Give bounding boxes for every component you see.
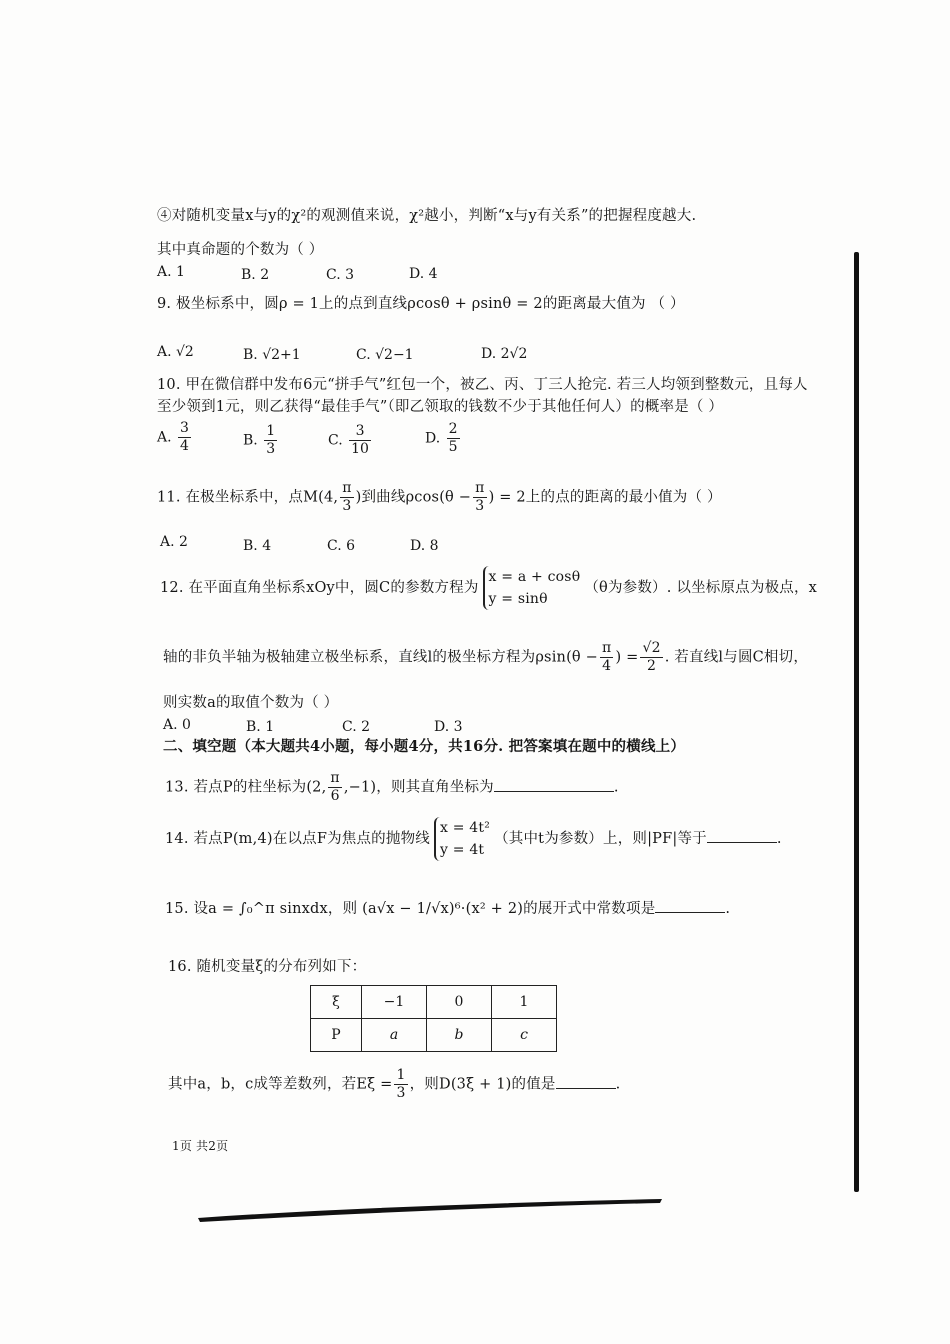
q9-option-a: A. √2 (157, 344, 194, 360)
distribution-table (310, 985, 557, 1052)
question-16-condition: 其中a，b，c成等差数列，若Eξ = $\frac{1}{3}$ ，则D(3ξ + 1)的值是 . (168, 1067, 621, 1101)
table-cell: b (427, 1019, 492, 1052)
question-11: 11. 在极坐标系中，点M(4, $\frac{\pi}{3}$ )到曲线ρcos(θ − $\frac{\pi}{3}$ ) = 2上的点的距离的最小值为（ ） (157, 480, 722, 514)
table-cell: 0 (427, 986, 492, 1019)
statement-4: ④对随机变量x与y的χ²的观测值来说，χ²越小，判断“x与y有关系”的把握程度越大. (157, 208, 697, 224)
q8-option-a: A. 1 (157, 264, 185, 280)
question-15: 15. 设a = ∫₀^π sinxdx，则 (a√x − 1/√x)⁶·(x² + 2)的展开式中常数项是 . (165, 898, 730, 919)
question-16: 16. 随机变量ξ的分布列如下： (168, 959, 367, 975)
q10-option-a: A. $\frac{3}{4}$ (157, 420, 189, 454)
table-cell: ξ (311, 986, 362, 1019)
question-12-line2: 轴的非负半轴为极轴建立极坐标系，直线l的极坐标方程为ρsin(θ − $\frac{\pi}{4}$ ) = $\frac{√2}{2}$ . 若直线l与圆C相切， (163, 640, 809, 674)
q12-option-c: C. 2 (342, 719, 371, 735)
q8-option-d: D. 4 (409, 266, 438, 282)
q11-option-d: D. 8 (410, 538, 439, 554)
q12-option-d: D. 3 (434, 719, 463, 735)
q10-option-c: C. $\frac{3}{10}$ (328, 423, 369, 457)
page-footer: 1页 共2页 (172, 1139, 229, 1153)
table-cell: a (362, 1019, 427, 1052)
question-14: 14. 若点P(m,4)在以点F为焦点的抛物线 x = 4t² y = 4t （其中t为参数）上，则|PF|等于 . (165, 817, 782, 861)
scan-edge-line (854, 252, 859, 1192)
table-row (311, 986, 557, 1019)
answer-blank[interactable] (655, 898, 725, 913)
scan-shadow-stroke (190, 1194, 670, 1224)
question-10-line2: 至少领到1元，则乙获得“最佳手气”（即乙领取的钱数不少于其他任何人）的概率是（ ） (157, 399, 724, 415)
table-cell: c (492, 1019, 557, 1052)
q11-option-c: C. 6 (327, 538, 356, 554)
q9-option-d: D. 2√2 (481, 346, 528, 362)
q12-option-a: A. 0 (163, 717, 191, 733)
q10-option-b: B. $\frac{1}{3}$ (243, 423, 276, 457)
q10-option-d: D. $\frac{2}{5}$ (425, 421, 458, 455)
question-12-line1: 12. 在平面直角坐标系xOy中，圆C的参数方程为 x = a + cosθ y = sinθ （θ为参数）. 以坐标原点为极点，x (160, 566, 817, 610)
q8-option-b: B. 2 (241, 267, 270, 283)
question-8-stem: 其中真命题的个数为（ ） (157, 242, 324, 258)
question-9: 9. 极坐标系中，圆ρ = 1上的点到直线ρcosθ + ρsinθ = 2的距离最大值为 （ ） (157, 296, 685, 312)
answer-blank[interactable] (556, 1074, 616, 1089)
q8-option-c: C. 3 (326, 267, 355, 283)
q11-option-a: A. 2 (160, 534, 188, 550)
q11-option-b: B. 4 (243, 538, 272, 554)
table-cell: 1 (492, 986, 557, 1019)
question-10-line1: 10. 甲在微信群中发布6元“拼手气”红包一个，被乙、丙、丁三人抢完. 若三人均领到整数元，且每人 (157, 377, 808, 393)
answer-blank[interactable] (494, 777, 614, 792)
table-row (311, 1019, 557, 1052)
table-cell: −1 (362, 986, 427, 1019)
question-12-line3: 则实数a的取值个数为（ ） (163, 695, 339, 711)
q9-option-b: B. √2+1 (243, 347, 301, 363)
table-cell: P (311, 1019, 362, 1052)
question-13: 13. 若点P的柱坐标为(2, $\frac{\pi}{6}$ ,−1)，则其直角坐标为 . (165, 770, 619, 804)
section-2-heading: 二、填空题（本大题共4小题，每小题4分，共16分. 把答案填在题中的横线上） (163, 738, 686, 755)
answer-blank[interactable] (707, 828, 777, 843)
q12-option-b: B. 1 (246, 719, 275, 735)
q9-option-c: C. √2−1 (356, 347, 414, 363)
